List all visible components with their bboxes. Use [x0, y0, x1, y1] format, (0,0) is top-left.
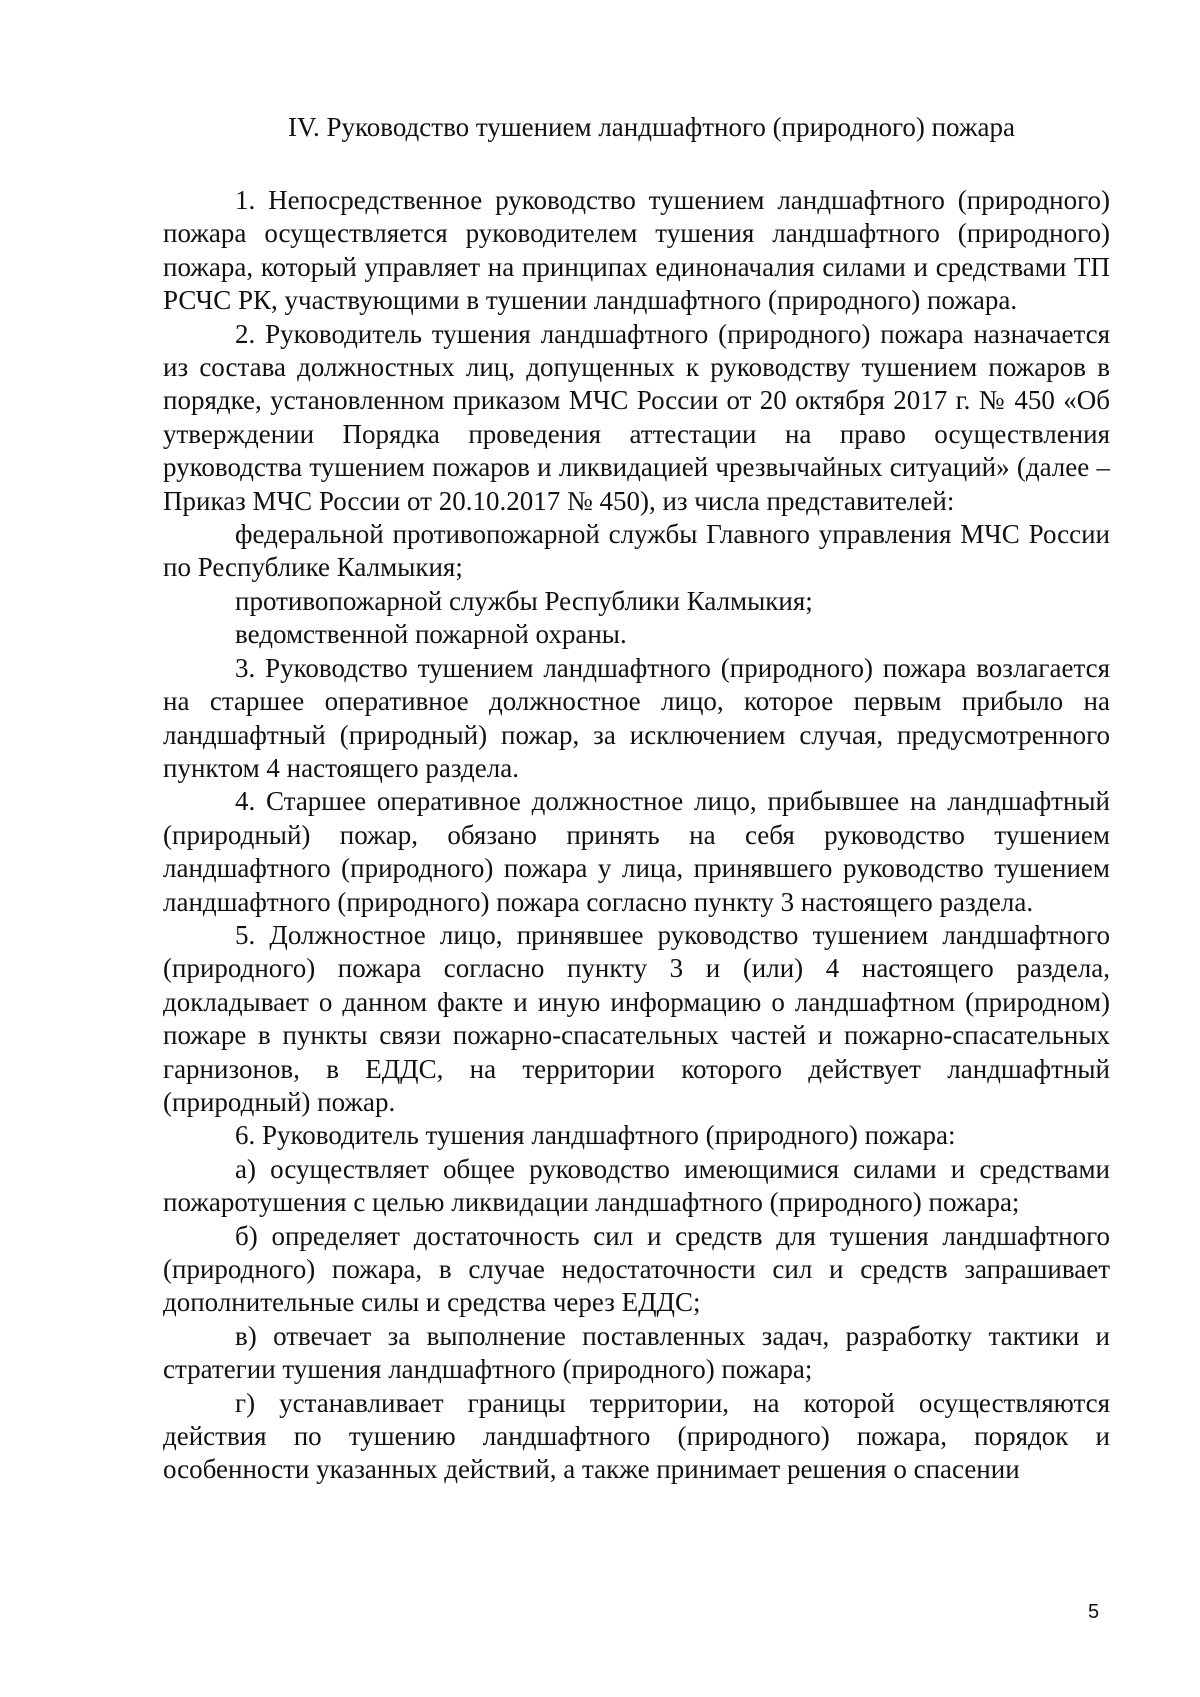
page-number: 5 — [1088, 1601, 1100, 1623]
paragraph-1: 1. Непосредственное руководство тушением ландшафтного (природного) пожара осуществляется руководителем тушения ландшафтного (природного) пожара, который управляет на принципах единоначалия силами и средствами ТП РСЧС РК, участвующими в тушении ландшафтного (природного) пожара. — [163, 185, 1110, 316]
list-item-federal-service: федеральной противопожарной службы Главного управления МЧС России по Республике Калмыкия; — [163, 519, 1110, 583]
document-body — [163, 111, 1110, 1487]
subitem-v: в) отвечает за выполнение поставленных задач, разработку тактики и стратегии тушения ландшафтного (природного) пожара; — [163, 1320, 1110, 1385]
paragraph-6: 6. Руководитель тушения ландшафтного (природного) пожара: — [235, 1120, 956, 1151]
list-item-departmental-guard: ведомственной пожарной охраны. — [235, 619, 627, 650]
paragraph-3: 3. Руководство тушением ландшафтного (природного) пожара возлагается на старшее оперативное должностное лицо, которое первым прибыло на ландшафтный (природный) пожар, за исключением случая, предусмотренного пунктом 4 настоящего раздела. — [163, 652, 1110, 783]
subitem-b: б) определяет достаточность сил и средств для тушения ландшафтного (природного) пожара, в случае недостаточности сил и средств запрашивает дополнительные силы и средства через ЕДДС; — [163, 1220, 1110, 1318]
subitem-g: г) устанавливает границы территории, на которой осуществляются действия по тушению ландшафтного (природного) пожара, порядок и особенности указанных действий, а также принимает решения о спасении — [163, 1387, 1110, 1485]
section-title: IV. Руководство тушением ландшафтного (природного) пожара — [288, 112, 1015, 142]
subitem-a: а) осуществляет общее руководство имеющимися силами и средствами пожаротушения с целью ликвидации ландшафтного (природного) пожара; — [163, 1153, 1110, 1218]
paragraph-5: 5. Должностное лицо, принявшее руководство тушением ландшафтного (природного) пожара согласно пункту 3 и (или) 4 настоящего раздела, докладывает о данном факте и иную информацию о ландшафтном (природном) пожаре в пункты связи пожарно-спасательных частей и пожарно-спасательных гарнизонов, в ЕДДС, на территории которого действует ландшафтный (природный) пожар. — [163, 919, 1110, 1117]
paragraph-2: 2. Руководитель тушения ландшафтного (природного) пожара назначается из состава должностных лиц, допущенных к руководству тушением пожаров в порядке, установленном приказом МЧС России от 20 октября 2017 г. № 450 «Об утверждении Порядка проведения аттестации на право осуществления руководства тушением пожаров и ликвидацией чрезвычайных ситуаций» (далее – Приказ МЧС России от 20.10.2017 № 450), из числа представителей: — [163, 318, 1110, 516]
list-item-republic-service: противопожарной службы Республики Калмыкия; — [235, 585, 813, 616]
paragraph-4: 4. Старшее оперативное должностное лицо, прибывшее на ландшафтный (природный) пожар, обязано принять на себя руководство тушением ландшафтного (природного) пожара у лица, принявшего руководство тушением ландшафтного (природного) пожара согласно пункту 3 настоящего раздела. — [163, 786, 1110, 917]
